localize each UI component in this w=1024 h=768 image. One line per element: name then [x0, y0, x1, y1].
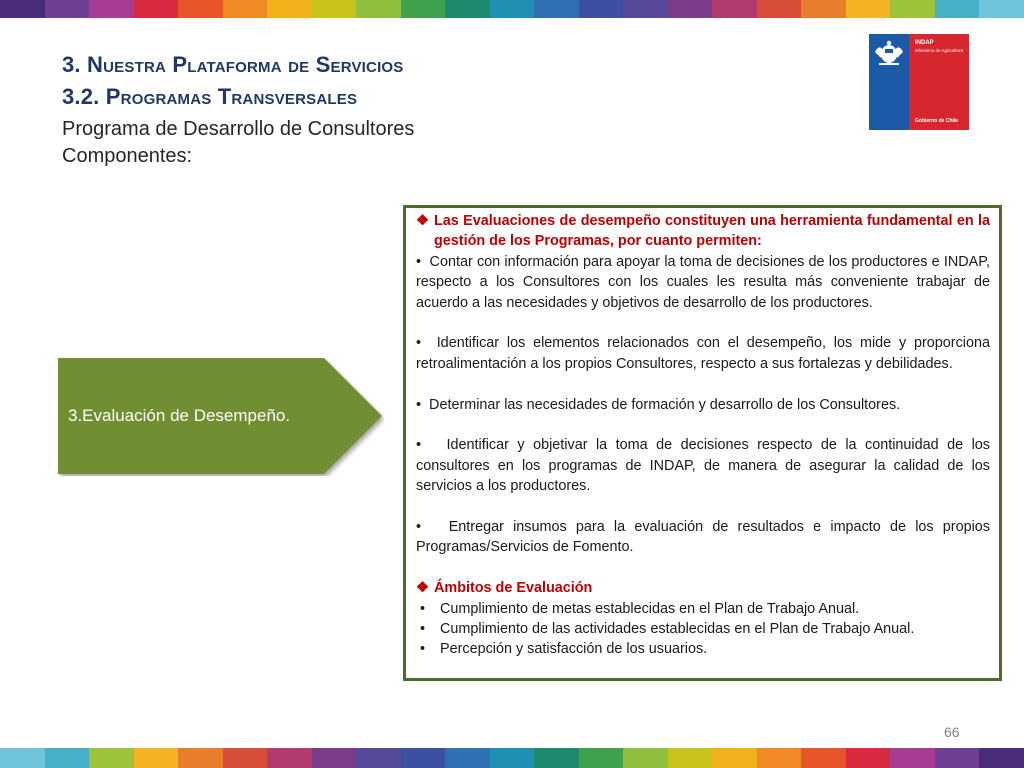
scope-item	[416, 619, 990, 639]
benefit-text: Entregar insumos para la evaluación de resultados e impacto de los propios Programas/Servicios de Fomento.	[416, 519, 990, 556]
benefit-text: Contar con información para apoyar la toma de decisiones de los productores e INDAP, respecto a los Consultores con los cuales les resulta más conveniente trabajar de acuerdo a las necesidades y objetivos de desarrollo de los productores.	[416, 253, 991, 311]
stripe-segment	[89, 0, 134, 18]
stripe-segment	[356, 0, 401, 18]
stripe-segment	[401, 0, 446, 18]
stripe-segment	[45, 0, 90, 18]
stripe-segment	[178, 0, 223, 18]
logo-ministry: Ministerio de Agricultura	[915, 48, 964, 53]
stripe-segment	[534, 748, 579, 768]
stripe-segment	[890, 0, 935, 18]
stripe-segment	[0, 0, 45, 18]
stripe-segment	[623, 0, 668, 18]
diamond-bullet-icon: ❖	[416, 213, 429, 229]
benefit-text: Determinar las necesidades de formación y desarrollo de los Consultores.	[429, 396, 901, 413]
stripe-segment	[134, 748, 179, 768]
stripe-segment	[401, 748, 446, 768]
stripe-segment	[45, 748, 90, 768]
stripe-segment	[223, 0, 268, 18]
logo-government: Gobierno de Chile	[915, 118, 959, 124]
bullet-icon: •	[420, 621, 426, 638]
stripe-segment	[134, 0, 179, 18]
page-number: 66	[944, 724, 960, 740]
bullet-icon: •	[416, 437, 422, 454]
stripe-segment	[490, 748, 535, 768]
scope-heading-text: Ámbitos de Evaluación	[434, 580, 593, 597]
scope-text: Cumplimiento de las actividades establecidas en el Plan de Trabajo Anual.	[440, 621, 915, 638]
stripe-segment	[267, 0, 312, 18]
stripe-segment	[757, 748, 802, 768]
stripe-segment	[534, 0, 579, 18]
benefit-item	[416, 333, 990, 374]
stripe-segment	[0, 748, 45, 768]
stripe-segment	[89, 748, 134, 768]
stripe-segment	[846, 748, 891, 768]
intro-heading	[416, 211, 990, 252]
benefit-text: Identificar y objetivar la toma de decisiones respecto de la continuidad de los consultores en los programas de INDAP, de manera de asegurar la calidad de los servicios a los productores.	[416, 437, 991, 495]
stripe-segment	[445, 0, 490, 18]
intro-heading-text: Las Evaluaciones de desempeño constituyen una herramienta fundamental en la gestión de los Programas, por cuanto permiten:	[434, 213, 990, 250]
bullet-icon: •	[416, 519, 422, 536]
stripe-segment	[178, 748, 223, 768]
stripe-segment	[312, 748, 357, 768]
bullet-icon: •	[416, 335, 422, 352]
stripe-segment	[846, 0, 891, 18]
benefit-text: Identificar los elementos relacionados con el desempeño, los mide y proporciona retroalimentación a los propios Consultores, respecto a sus fortalezas y debilidades.	[416, 335, 991, 372]
component-label: 3.Evaluación de Desempeño.	[68, 406, 291, 425]
stripe-segment	[267, 748, 312, 768]
program-subtitle: Programa de Desarrollo de Consultores	[62, 118, 415, 140]
stripe-segment	[668, 748, 713, 768]
stripe-segment	[356, 748, 401, 768]
bullet-icon: •	[420, 600, 426, 617]
scope-text: Percepción y satisfacción de los usuarios.	[440, 641, 708, 658]
stripe-segment	[801, 748, 846, 768]
benefit-item	[416, 435, 990, 496]
stripe-segment	[890, 748, 935, 768]
logo-name: INDAP	[915, 40, 934, 46]
evaluation-text-box	[403, 205, 1002, 681]
scope-item	[416, 599, 990, 619]
stripe-segment	[801, 0, 846, 18]
diamond-bullet-icon: ❖	[416, 580, 429, 597]
stripe-segment	[445, 748, 490, 768]
stripe-segment	[979, 748, 1024, 768]
indap-logo	[869, 34, 969, 130]
bottom-color-stripe	[0, 748, 1024, 768]
stripe-segment	[312, 0, 357, 18]
scope-text: Cumplimiento de metas establecidas en el Plan de Trabajo Anual.	[440, 600, 860, 617]
stripe-segment	[757, 0, 802, 18]
benefit-item	[416, 252, 990, 313]
section-title: 3. Nuestra Plataforma de Servicios	[62, 52, 404, 77]
top-color-stripe	[0, 0, 1024, 18]
stripe-segment	[223, 748, 268, 768]
scope-item	[416, 639, 990, 659]
subsection-title: 3.2. Programas Transversales	[62, 84, 358, 109]
stripe-segment	[935, 748, 980, 768]
benefit-item	[416, 395, 990, 415]
stripe-segment	[712, 0, 757, 18]
stripe-segment	[712, 748, 757, 768]
stripe-segment	[668, 0, 713, 18]
bullet-icon: •	[420, 641, 426, 658]
components-label: Componentes:	[62, 145, 193, 167]
benefit-item	[416, 517, 990, 558]
coat-of-arms-icon	[871, 38, 907, 68]
scope-heading	[416, 578, 990, 598]
stripe-segment	[490, 0, 535, 18]
bullet-icon: •	[416, 253, 422, 270]
stripe-segment	[579, 748, 624, 768]
stripe-segment	[579, 0, 624, 18]
stripe-segment	[623, 748, 668, 768]
stripe-segment	[935, 0, 980, 18]
stripe-segment	[979, 0, 1024, 18]
bullet-icon: •	[416, 396, 422, 413]
